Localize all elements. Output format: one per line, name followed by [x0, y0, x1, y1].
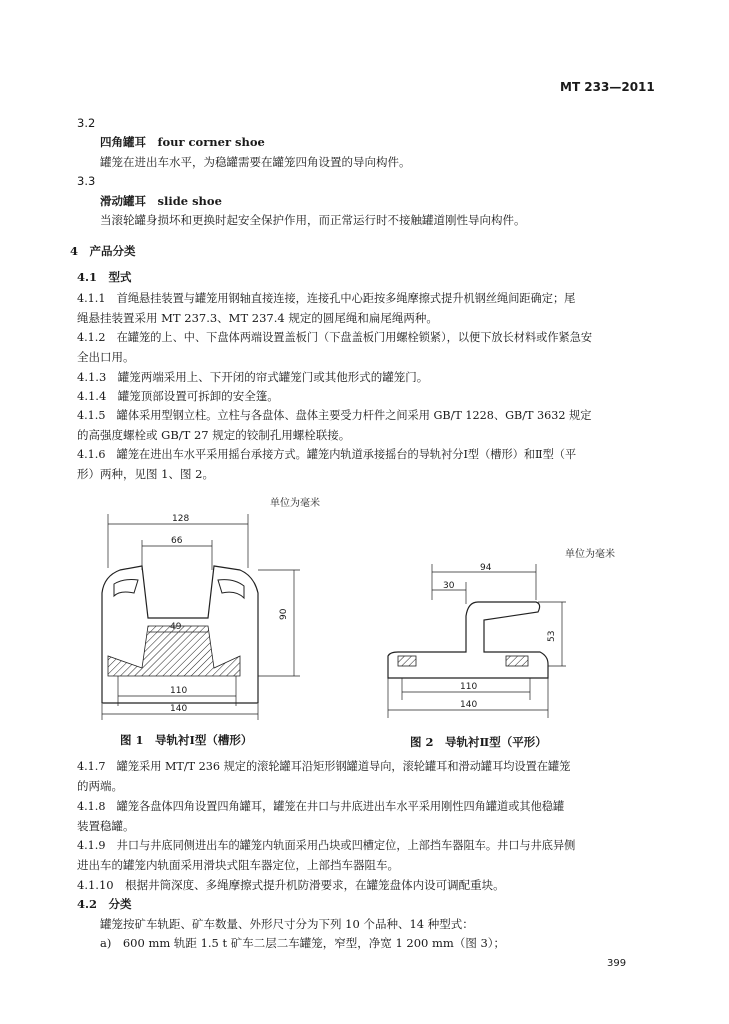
- clause-4-1-7-line1: 4.1.7 罐笼采用 MT/T 236 规定的滚轮罐耳沿矩形钢罐道导向，滚轮罐耳和滑动罐耳均设置在罐笼: [77, 760, 571, 773]
- clause-4-1-5-line2: 的高强度螺栓或 GB/T 27 规定的铰制孔用螺栓联接。: [77, 428, 351, 442]
- section-3-3-number: 3.3: [77, 174, 96, 188]
- figure2-hatch-left: [398, 656, 416, 666]
- standard-header: MT 233—2011: [560, 80, 655, 94]
- section-4-2-item-a: a) 600 mm 轨距 1.5 t 矿车二层二车罐笼，窄型，净宽 1 200 mm（图 3）；: [100, 936, 506, 950]
- clause-4-1-2-line2: 全出口用。: [77, 350, 135, 364]
- dim-94: 94: [480, 563, 492, 573]
- figure2-drawing: [380, 560, 580, 725]
- figure1-caption: 图 1 导轨衬Ⅰ型（槽形）: [120, 733, 253, 747]
- dim-30: 30: [443, 581, 455, 591]
- section-3-3-term: 滑动罐耳 slide shoe: [100, 194, 222, 208]
- clause-4-1-3: 4.1.3 罐笼两端采用上、下开闭的帘式罐笼门或其他形式的罐笼门。: [77, 370, 429, 384]
- dim-128: 128: [172, 514, 190, 524]
- clause-4-1-9-line2: 进出车的罐笼内轨面采用滑块式阻车器定位，上部挡车器阻车。: [77, 858, 399, 872]
- clause-4-1-6-line2: 形）两种，见图 1、图 2。: [77, 467, 214, 481]
- clause-4-1-1-line1: 4.1.1 首绳悬挂装置与罐笼用钢轴直接连接，连接孔中心距按多绳摩擦式提升机钢丝绳间距确定；尾: [77, 292, 576, 305]
- clause-4-1-2-line1: 4.1.2 在罐笼的上、中、下盘体两端设置盖板门（下盘盖板门用螺栓锁紧），以便下放长材料或作紧急安: [77, 331, 593, 344]
- section-3-2-definition: 罐笼在进出车水平，为稳罐需要在罐笼四角设置的导向构件。: [100, 155, 411, 169]
- dim-49: 49: [170, 622, 182, 632]
- dim-110: 110: [460, 682, 478, 692]
- clause-4-1-1-line2: 绳悬挂装置采用 MT 237.3、MT 237.4 规定的圆尾绳和扁尾绳两种。: [77, 311, 438, 325]
- clause-4-1-9-line1: 4.1.9 井口与井底同侧进出车的罐笼内轨面采用凸块或凹槽定位，上部挡车器阻车。井口与井底异侧: [77, 839, 576, 852]
- figure2-unit: 单位为毫米: [565, 549, 615, 560]
- dim-140: 140: [170, 704, 188, 714]
- clause-4-1-8-line2: 装置稳罐。: [77, 819, 135, 833]
- clause-4-1-10: 4.1.10 根据井筒深度、多绳摩擦式提升机防滑要求，在罐笼盘体内设可调配重块。: [77, 878, 505, 892]
- section-4-1-heading: 4.1 型式: [77, 270, 132, 284]
- clause-4-1-8-line1: 4.1.8 罐笼各盘体四角设置四角罐耳，罐笼在井口与井底进出车水平采用刚性四角罐道或其他稳罐: [77, 800, 565, 813]
- page-number: 399: [607, 958, 627, 969]
- dim-66: 66: [171, 536, 183, 546]
- figure1-section-hatch: [108, 626, 240, 676]
- section-3-2-number: 3.2: [77, 116, 96, 130]
- section-3-3-definition: 当滚轮罐身损坏和更换时起安全保护作用，而正常运行时不接触罐道刚性导向构件。: [100, 213, 526, 227]
- section-4-2-heading: 4.2 分类: [77, 897, 132, 911]
- figure2-profile: [388, 602, 548, 678]
- clause-4-1-5-line1: 4.1.5 罐体采用型钢立柱。立柱与各盘体、盘体主要受力杆件之间采用 GB/T 1228、GB/T 3632 规定: [77, 409, 592, 422]
- figure1-rail-right: [218, 580, 244, 598]
- dim-140: 140: [460, 700, 478, 710]
- figure1-drawing: [90, 508, 310, 723]
- section-3-2-term: 四角罐耳 four corner shoe: [100, 135, 265, 149]
- dim-53: 53: [547, 630, 557, 642]
- clause-4-1-4: 4.1.4 罐笼顶部设置可拆卸的安全篷。: [77, 389, 279, 403]
- dim-90: 90: [279, 608, 289, 620]
- figure1-unit: 单位为毫米: [270, 498, 320, 509]
- figure1-rail-left: [114, 580, 138, 597]
- figure2-hatch-right: [506, 656, 528, 666]
- section-4-heading: 4 产品分类: [70, 244, 136, 258]
- dim-110: 110: [170, 686, 188, 696]
- clause-4-1-7-line2: 的两端。: [77, 779, 123, 793]
- figure2-caption: 图 2 导轨衬Ⅱ型（平形）: [410, 735, 547, 749]
- clause-4-1-6-line1: 4.1.6 罐笼在进出车水平采用摇台承接方式。罐笼内轨道承接摇台的导轨衬分Ⅰ型（槽形）和Ⅱ型（平: [77, 448, 577, 461]
- section-4-2-intro: 罐笼按矿车轨距、矿车数量、外形尺寸分为下列 10 个品种、14 种型式：: [100, 917, 474, 931]
